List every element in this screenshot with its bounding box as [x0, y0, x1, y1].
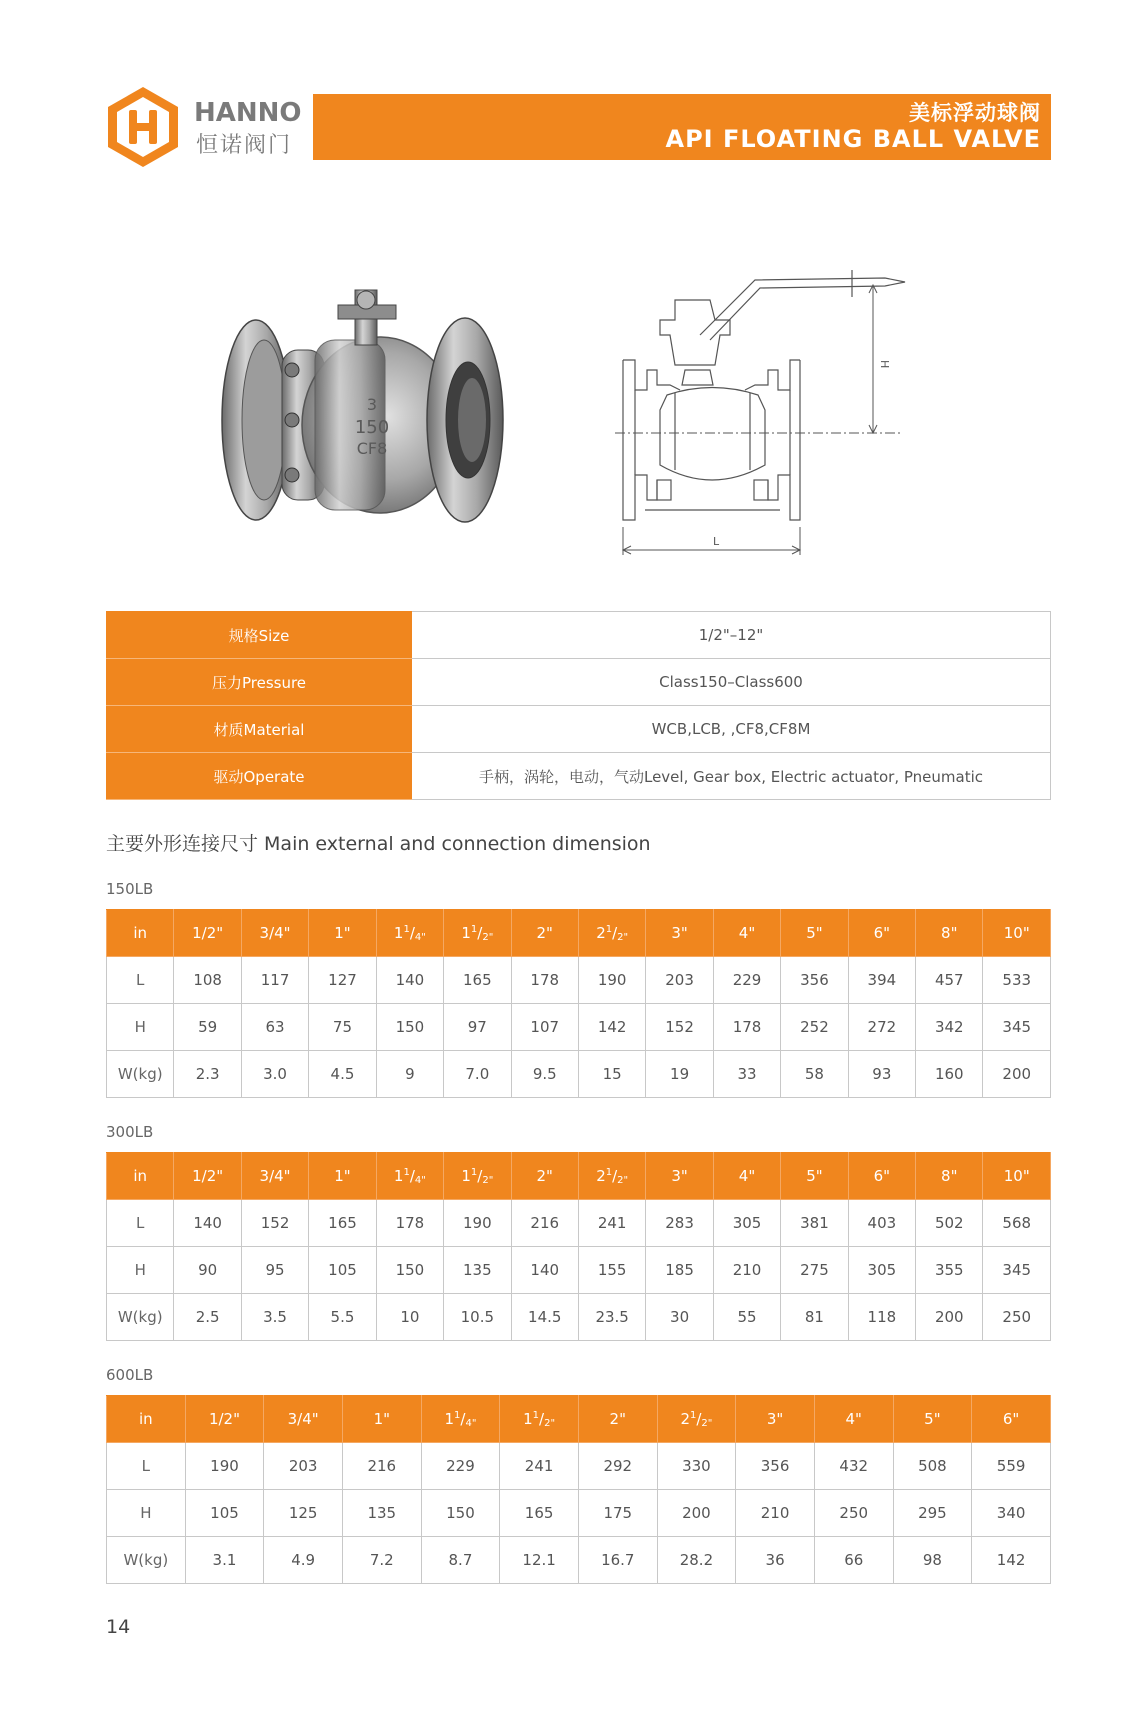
value-cell: 178 — [376, 1200, 443, 1247]
value-cell: 127 — [309, 957, 376, 1004]
size-header-cell: $2^1/_{2"}$ — [657, 1396, 736, 1443]
size-header-cell: 3" — [736, 1396, 815, 1443]
row-label-cell: L — [107, 1443, 186, 1490]
value-cell: 93 — [848, 1051, 915, 1098]
spec-label: 驱动Operate — [107, 753, 412, 800]
value-cell: 63 — [241, 1004, 308, 1051]
value-cell: 23.5 — [578, 1294, 645, 1341]
table-row — [107, 1537, 1051, 1584]
value-cell: 305 — [848, 1247, 915, 1294]
size-header-cell: $2^1/_{2"}$ — [578, 1153, 645, 1200]
value-cell: 229 — [713, 957, 780, 1004]
value-cell: 140 — [376, 957, 443, 1004]
size-header-cell: 1/2" — [185, 1396, 264, 1443]
value-cell: 12.1 — [500, 1537, 579, 1584]
size-header-cell: 2" — [511, 910, 578, 957]
value-cell: 241 — [578, 1200, 645, 1247]
size-header-cell: 3" — [646, 910, 713, 957]
size-header-cell: 4" — [713, 1153, 780, 1200]
value-cell: 203 — [646, 957, 713, 1004]
value-cell: 295 — [893, 1490, 972, 1537]
value-cell: 210 — [713, 1247, 780, 1294]
spec-value: Class150–Class600 — [412, 659, 1051, 706]
size-header-cell: 5" — [781, 1153, 848, 1200]
size-header-row — [107, 1396, 1051, 1443]
value-cell: 28.2 — [657, 1537, 736, 1584]
value-cell: 150 — [376, 1004, 443, 1051]
value-cell: 117 — [241, 957, 308, 1004]
size-header-cell: $1^1/_{2"}$ — [444, 910, 511, 957]
value-cell: 178 — [713, 1004, 780, 1051]
value-cell: 241 — [500, 1443, 579, 1490]
value-cell: 19 — [646, 1051, 713, 1098]
table-row — [107, 1443, 1051, 1490]
size-header-cell: 1" — [309, 1153, 376, 1200]
size-header-cell: 1" — [342, 1396, 421, 1443]
value-cell: 33 — [713, 1051, 780, 1098]
spec-value: 1/2"–12" — [412, 612, 1051, 659]
size-header-cell: 2" — [578, 1396, 657, 1443]
value-cell: 275 — [781, 1247, 848, 1294]
value-cell: 185 — [646, 1247, 713, 1294]
page-number: 14 — [106, 1616, 131, 1638]
spec-row-operate — [107, 753, 1051, 800]
value-cell: 355 — [916, 1247, 983, 1294]
row-label-cell: L — [107, 1200, 174, 1247]
table-row — [107, 1490, 1051, 1537]
value-cell: 152 — [646, 1004, 713, 1051]
size-header-cell: 3" — [646, 1153, 713, 1200]
value-cell: 14.5 — [511, 1294, 578, 1341]
value-cell: 292 — [578, 1443, 657, 1490]
spec-label: 材质Material — [107, 706, 412, 753]
size-header-cell: $1^1/_{4"}$ — [376, 910, 443, 957]
size-header-cell: 5" — [781, 910, 848, 957]
spec-row-size — [107, 612, 1051, 659]
size-header-cell: 5" — [893, 1396, 972, 1443]
table-row — [107, 1294, 1051, 1341]
size-header-cell: 8" — [916, 910, 983, 957]
spec-label: 规格Size — [107, 612, 412, 659]
value-cell: 4.9 — [264, 1537, 343, 1584]
value-cell: 5.5 — [309, 1294, 376, 1341]
value-cell: 210 — [736, 1490, 815, 1537]
size-header-cell: $1^1/_{4"}$ — [376, 1153, 443, 1200]
value-cell: 8.7 — [421, 1537, 500, 1584]
value-cell: 75 — [309, 1004, 376, 1051]
value-cell: 216 — [511, 1200, 578, 1247]
value-cell: 190 — [444, 1200, 511, 1247]
value-cell: 108 — [174, 957, 241, 1004]
value-cell: 190 — [578, 957, 645, 1004]
brand-name-cn: 恒诺阀门 — [196, 133, 293, 158]
hanno-logo — [104, 84, 182, 170]
value-cell: 229 — [421, 1443, 500, 1490]
value-cell: 250 — [814, 1490, 893, 1537]
size-header-row — [107, 1153, 1051, 1200]
row-label-cell: W(kg) — [107, 1051, 174, 1098]
value-cell: 16.7 — [578, 1537, 657, 1584]
spec-label: 压力Pressure — [107, 659, 412, 706]
value-cell: 381 — [781, 1200, 848, 1247]
class-300lb-label: 300LB — [106, 1123, 154, 1141]
value-cell: 345 — [983, 1004, 1051, 1051]
spec-table — [106, 611, 1051, 800]
size-header-cell: 1/2" — [174, 910, 241, 957]
size-header-cell: 4" — [814, 1396, 893, 1443]
table-row — [107, 957, 1051, 1004]
class-150lb-label: 150LB — [106, 880, 154, 898]
value-cell: 457 — [916, 957, 983, 1004]
row-label-cell: L — [107, 957, 174, 1004]
size-header-cell: 3/4" — [241, 910, 308, 957]
value-cell: 533 — [983, 957, 1051, 1004]
valve-photo — [220, 280, 510, 560]
value-cell: 10.5 — [444, 1294, 511, 1341]
photo-marking-3: CF8 — [356, 439, 388, 458]
size-header-cell: $1^1/_{2"}$ — [444, 1153, 511, 1200]
value-cell: 178 — [511, 957, 578, 1004]
row-label-cell: H — [107, 1004, 174, 1051]
page-title-en: API FLOATING BALL VALVE — [665, 125, 1041, 153]
size-header-cell: $2^1/_{2"}$ — [578, 910, 645, 957]
value-cell: 98 — [893, 1537, 972, 1584]
value-cell: 66 — [814, 1537, 893, 1584]
size-header-cell: 8" — [916, 1153, 983, 1200]
value-cell: 155 — [578, 1247, 645, 1294]
value-cell: 559 — [972, 1443, 1051, 1490]
value-cell: 152 — [241, 1200, 308, 1247]
size-header-cell: 4" — [713, 910, 780, 957]
dimension-table-600lb — [106, 1395, 1051, 1584]
value-cell: 105 — [309, 1247, 376, 1294]
unit-header-cell: in — [107, 1396, 186, 1443]
size-header-cell: 1" — [309, 910, 376, 957]
dimension-table-300lb — [106, 1152, 1051, 1341]
value-cell: 394 — [848, 957, 915, 1004]
value-cell: 95 — [241, 1247, 308, 1294]
table-row — [107, 1051, 1051, 1098]
photo-marking-1: 3 — [366, 395, 378, 414]
row-label-cell: H — [107, 1490, 186, 1537]
value-cell: 36 — [736, 1537, 815, 1584]
value-cell: 432 — [814, 1443, 893, 1490]
photo-marking-2: 150 — [354, 417, 390, 438]
value-cell: 59 — [174, 1004, 241, 1051]
value-cell: 3.5 — [241, 1294, 308, 1341]
table-row — [107, 1247, 1051, 1294]
value-cell: 203 — [264, 1443, 343, 1490]
value-cell: 125 — [264, 1490, 343, 1537]
value-cell: 252 — [781, 1004, 848, 1051]
spec-value: 手柄，涡轮，电动，气动Level, Gear box, Electric actuator, Pneumatic — [412, 753, 1051, 800]
value-cell: 160 — [916, 1051, 983, 1098]
value-cell: 10 — [376, 1294, 443, 1341]
value-cell: 105 — [185, 1490, 264, 1537]
value-cell: 356 — [736, 1443, 815, 1490]
value-cell: 2.3 — [174, 1051, 241, 1098]
value-cell: 508 — [893, 1443, 972, 1490]
value-cell: 305 — [713, 1200, 780, 1247]
value-cell: 90 — [174, 1247, 241, 1294]
value-cell: 7.0 — [444, 1051, 511, 1098]
brand-name-en: HANNO — [194, 98, 302, 128]
size-header-row — [107, 910, 1051, 957]
size-header-cell: 6" — [972, 1396, 1051, 1443]
spec-value: WCB,LCB, ,CF8,CF8M — [412, 706, 1051, 753]
value-cell: 342 — [916, 1004, 983, 1051]
size-header-cell: 3/4" — [264, 1396, 343, 1443]
value-cell: 200 — [916, 1294, 983, 1341]
row-label-cell: H — [107, 1247, 174, 1294]
value-cell: 7.2 — [342, 1537, 421, 1584]
value-cell: 118 — [848, 1294, 915, 1341]
spec-row-pressure — [107, 659, 1051, 706]
value-cell: 272 — [848, 1004, 915, 1051]
value-cell: 190 — [185, 1443, 264, 1490]
title-bar — [313, 94, 1051, 160]
table-row — [107, 1004, 1051, 1051]
value-cell: 175 — [578, 1490, 657, 1537]
row-label-cell: W(kg) — [107, 1537, 186, 1584]
value-cell: 250 — [983, 1294, 1051, 1341]
value-cell: 97 — [444, 1004, 511, 1051]
value-cell: 58 — [781, 1051, 848, 1098]
row-label-cell: W(kg) — [107, 1294, 174, 1341]
size-header-cell: 10" — [983, 910, 1051, 957]
value-cell: 150 — [376, 1247, 443, 1294]
dimension-l-label: L — [713, 535, 720, 548]
value-cell: 9.5 — [511, 1051, 578, 1098]
value-cell: 107 — [511, 1004, 578, 1051]
value-cell: 135 — [444, 1247, 511, 1294]
value-cell: 200 — [657, 1490, 736, 1537]
value-cell: 2.5 — [174, 1294, 241, 1341]
value-cell: 4.5 — [309, 1051, 376, 1098]
value-cell: 81 — [781, 1294, 848, 1341]
value-cell: 30 — [646, 1294, 713, 1341]
value-cell: 142 — [578, 1004, 645, 1051]
value-cell: 345 — [983, 1247, 1051, 1294]
value-cell: 150 — [421, 1490, 500, 1537]
value-cell: 568 — [983, 1200, 1051, 1247]
unit-header-cell: in — [107, 1153, 174, 1200]
size-header-cell: 1/2" — [174, 1153, 241, 1200]
spec-row-material — [107, 706, 1051, 753]
size-header-cell: $1^1/_{4"}$ — [421, 1396, 500, 1443]
size-header-cell: 3/4" — [241, 1153, 308, 1200]
size-header-cell: $1^1/_{2"}$ — [500, 1396, 579, 1443]
value-cell: 3.0 — [241, 1051, 308, 1098]
table-row — [107, 1200, 1051, 1247]
value-cell: 200 — [983, 1051, 1051, 1098]
value-cell: 165 — [309, 1200, 376, 1247]
value-cell: 140 — [511, 1247, 578, 1294]
size-header-cell: 6" — [848, 1153, 915, 1200]
size-header-cell: 10" — [983, 1153, 1051, 1200]
value-cell: 356 — [781, 957, 848, 1004]
value-cell: 216 — [342, 1443, 421, 1490]
class-600lb-label: 600LB — [106, 1366, 154, 1384]
value-cell: 55 — [713, 1294, 780, 1341]
value-cell: 330 — [657, 1443, 736, 1490]
page-title-cn: 美标浮动球阀 — [909, 101, 1041, 125]
section-title: 主要外形连接尺寸 Main external and connection dimension — [106, 833, 651, 855]
valve-technical-drawing — [615, 265, 965, 565]
value-cell: 340 — [972, 1490, 1051, 1537]
dimension-h-label: H — [878, 360, 891, 369]
value-cell: 502 — [916, 1200, 983, 1247]
unit-header-cell: in — [107, 910, 174, 957]
value-cell: 9 — [376, 1051, 443, 1098]
dimension-table-150lb — [106, 909, 1051, 1098]
value-cell: 142 — [972, 1537, 1051, 1584]
size-header-cell: 2" — [511, 1153, 578, 1200]
value-cell: 135 — [342, 1490, 421, 1537]
value-cell: 15 — [578, 1051, 645, 1098]
value-cell: 165 — [500, 1490, 579, 1537]
value-cell: 140 — [174, 1200, 241, 1247]
value-cell: 403 — [848, 1200, 915, 1247]
value-cell: 165 — [444, 957, 511, 1004]
size-header-cell: 6" — [848, 910, 915, 957]
value-cell: 3.1 — [185, 1537, 264, 1584]
value-cell: 283 — [646, 1200, 713, 1247]
